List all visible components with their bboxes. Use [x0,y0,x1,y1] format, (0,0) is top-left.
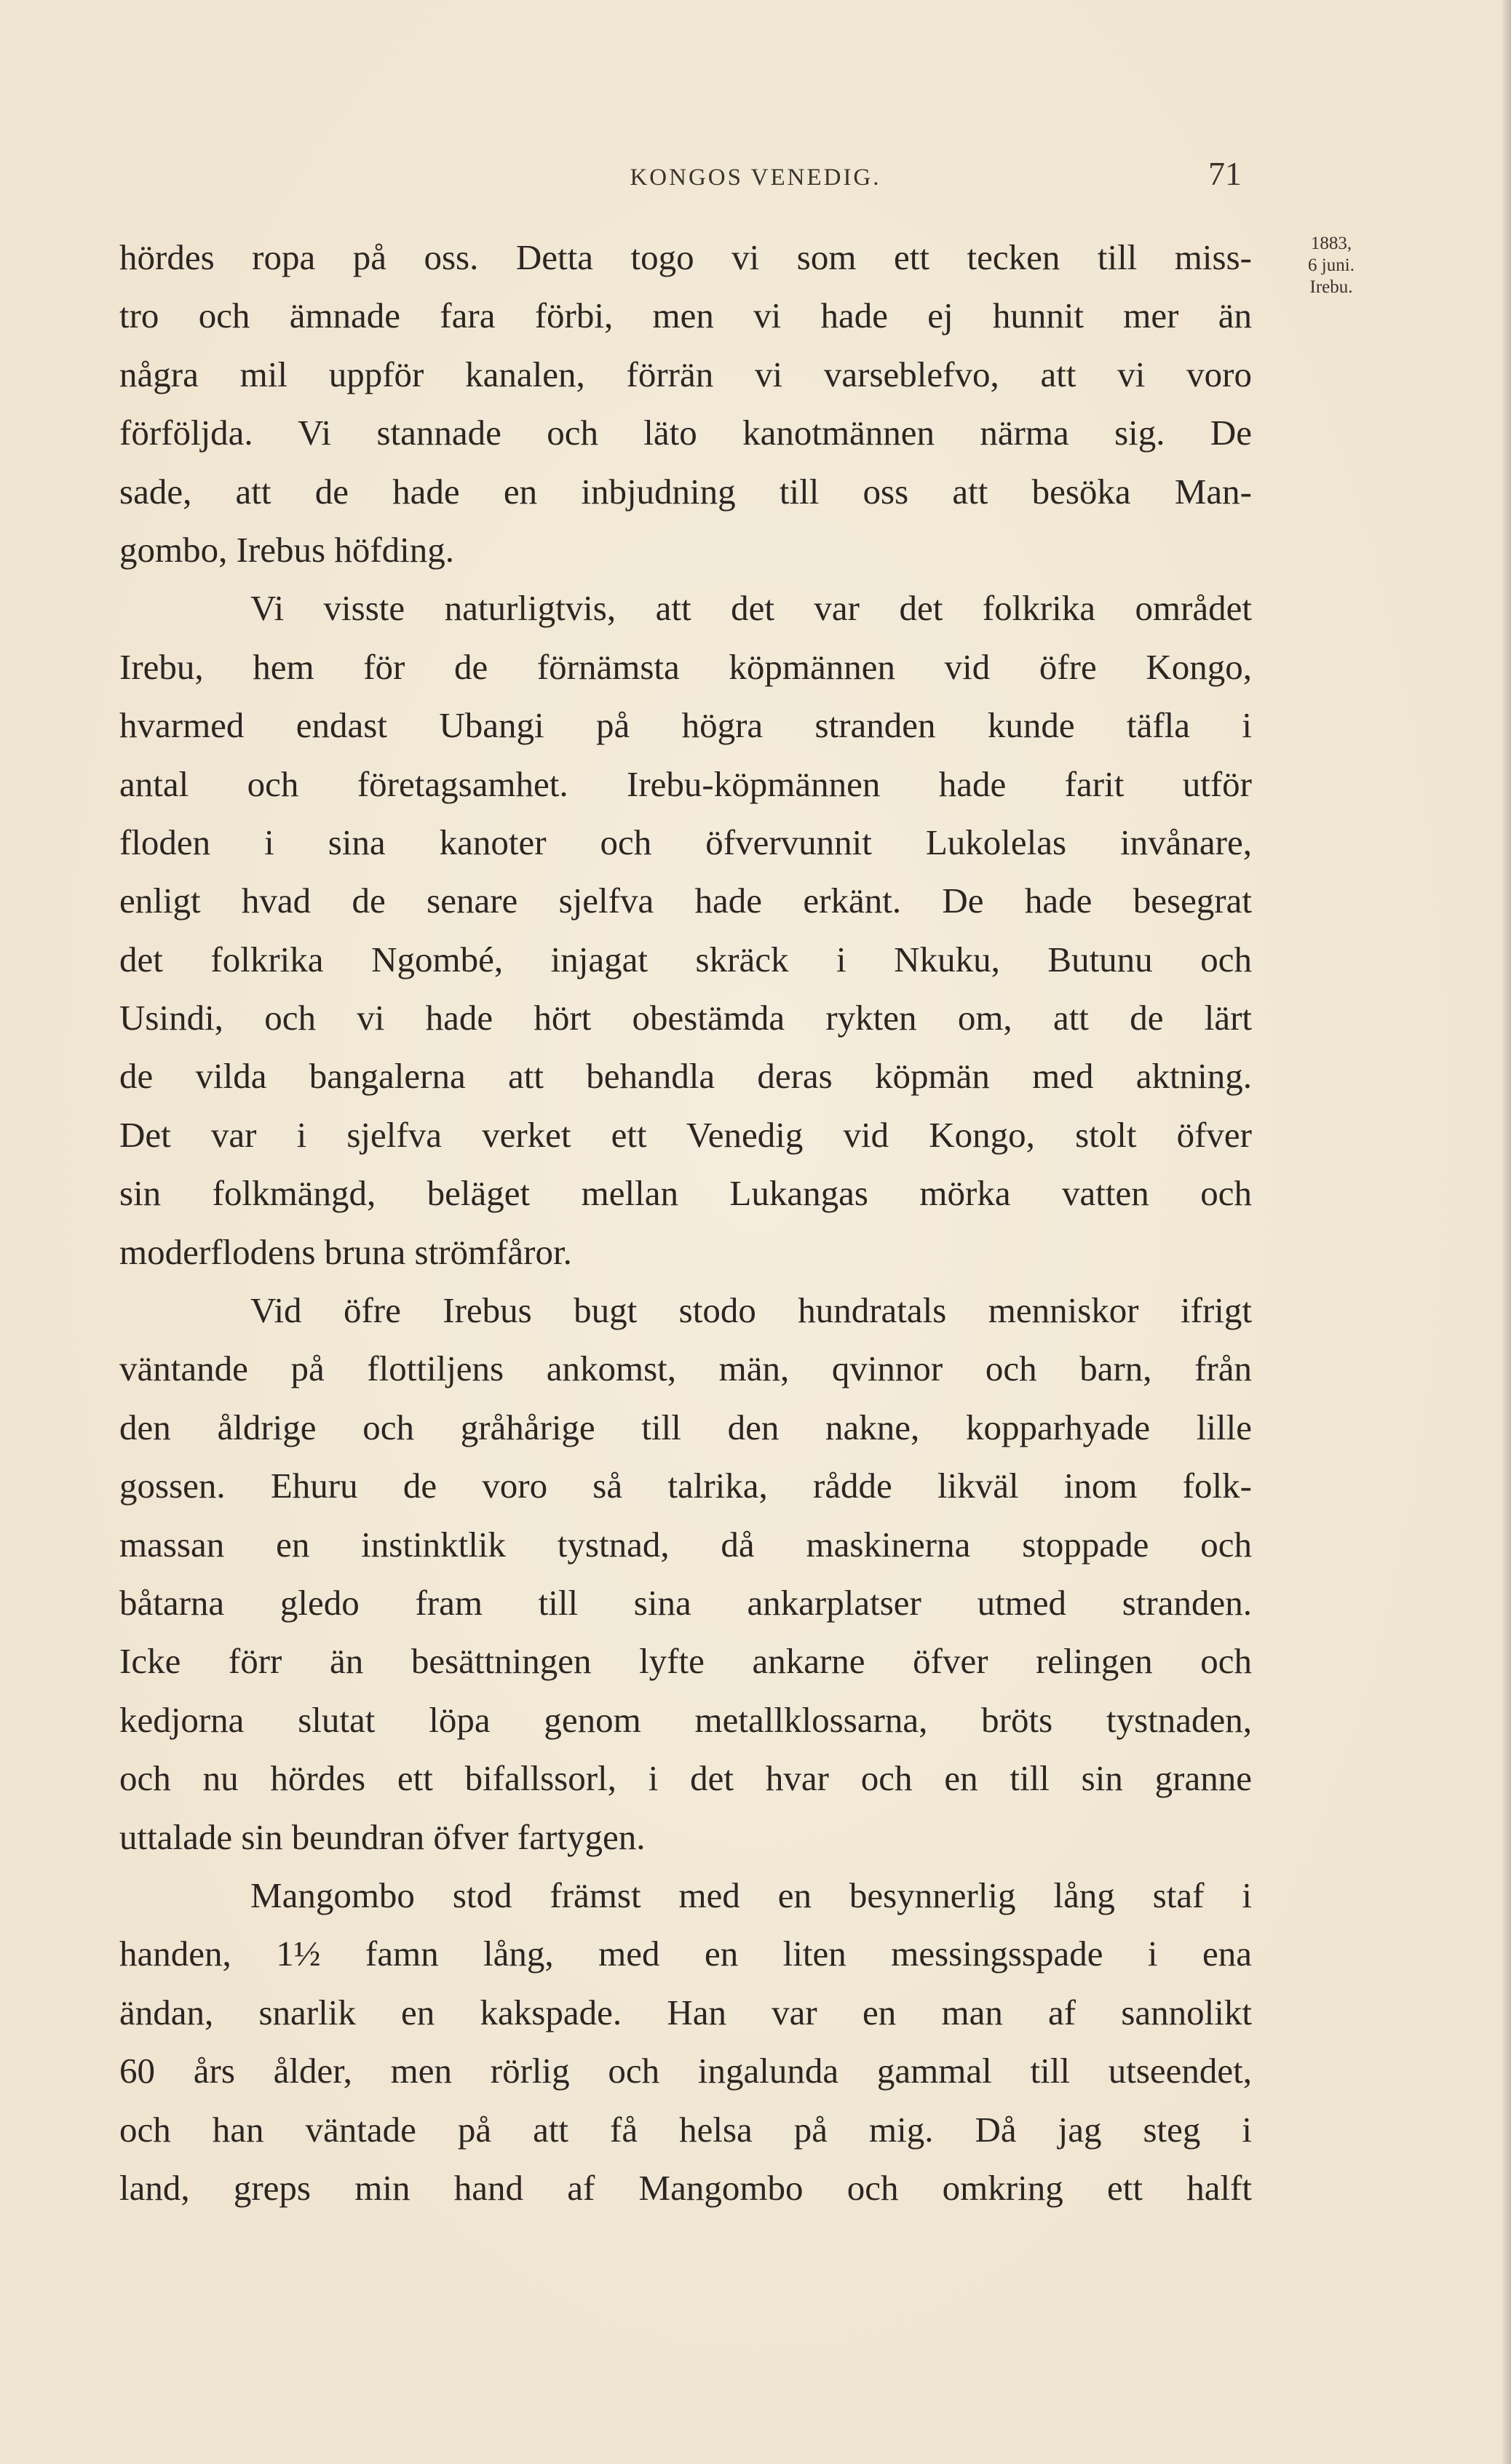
margin-note [1284,233,1379,298]
text-line: den åldrige och gråhårige till den nakne, kopparhyade lille [119,1407,1252,1447]
text-line: väntande på flottiljens ankomst, män, qvinnor och barn, från [119,1348,1252,1389]
text-line: och nu hördes ett bifallssorl, i det hvar och en till sin granne [119,1758,1252,1799]
text-line: tro och ämnade fara förbi, men vi hade ej hunnit mer än [119,295,1252,336]
page-edge-shadow [1501,0,1511,2464]
text-line: ändan, snarlik en kakspade. Han var en man af sannolikt [119,1992,1252,2032]
margin-note-date: 6 juni. [1308,255,1355,275]
text-line: förföljda. Vi stannade och läto kanotmännen närma sig. De [119,413,1252,453]
text-line: sin folkmängd, beläget mellan Lukangas mörka vatten och [119,1173,1252,1214]
text-line: några mil uppför kanalen, förrän vi varseblefvo, att vi voro [119,354,1252,394]
text-line: Vi visste naturligtvis, att det var det folkrika området [250,588,1252,629]
text-line: Mangombo stod främst med en besynnerlig lång staf i [250,1875,1252,1915]
text-line: 60 års ålder, men rörlig och ingalunda gammal till utseendet, [119,2051,1252,2091]
text-line: Vid öfre Irebus bugt stodo hundratals menniskor ifrigt [250,1290,1252,1331]
text-line: hördes ropa på oss. Detta togo vi som ett tecken till miss- [119,237,1252,277]
margin-note-place: Irebu. [1309,277,1353,297]
text-line: enligt hvad de senare sjelfva hade erkänt. De hade besegrat [119,881,1252,921]
text-line: de vilda bangalerna att behandla deras köpmän med aktning. [119,1056,1252,1097]
margin-note-year: 1883, [1310,234,1352,253]
text-line: handen, 1½ famn lång, med en liten messingsspade i ena [119,1934,1252,1974]
running-head [0,154,1511,198]
text-line: och han väntade på att få helsa på mig. Då jag steg i [119,2109,1252,2150]
text-line: det folkrika Ngombé, injagat skräck i Nkuku, Butunu och [119,939,1252,979]
text-line: antal och företagsamhet. Irebu-köpmännen hade farit utför [119,763,1252,804]
text-line: massan en instinktlik tystnad, då maskinerna stoppade och [119,1524,1252,1565]
text-line: Icke förr än besättningen lyfte ankarne öfver relingen och [119,1641,1252,1682]
text-line: kedjorna slutat löpa genom metallklossarna, bröts tystnaden, [119,1699,1252,1740]
page-number: 71 [1208,155,1242,192]
body-text [119,228,1252,2217]
text-line: moderflodens bruna strömfåror. [119,1231,572,1272]
text-line: gombo, Irebus höfding. [119,529,454,570]
text-line: land, greps min hand af Mangombo och omkring ett halft [119,2167,1252,2208]
text-line: båtarna gledo fram till sina ankarplatser utmed stranden. [119,1582,1252,1623]
text-line: gossen. Ehuru de voro så talrika, rådde likväl inom folk- [119,1466,1252,1506]
running-title: KONGOS VENEDIG. [630,164,881,191]
text-line: Usindi, och vi hade hört obestämda rykten om, att de lärt [119,998,1252,1038]
text-line: Det var i sjelfva verket ett Venedig vid Kongo, stolt öfver [119,1114,1252,1155]
text-line: uttalade sin beundran öfver fartygen. [119,1816,646,1857]
text-line: floden i sina kanoter och öfvervunnit Lukolelas invånare, [119,822,1252,862]
text-line: sade, att de hade en inbjudning till oss att besöka Man- [119,471,1252,512]
text-line: hvarmed endast Ubangi på högra stranden kunde täfla i [119,705,1252,746]
text-line: Irebu, hem för de förnämsta köpmännen vid öfre Kongo, [119,646,1252,687]
